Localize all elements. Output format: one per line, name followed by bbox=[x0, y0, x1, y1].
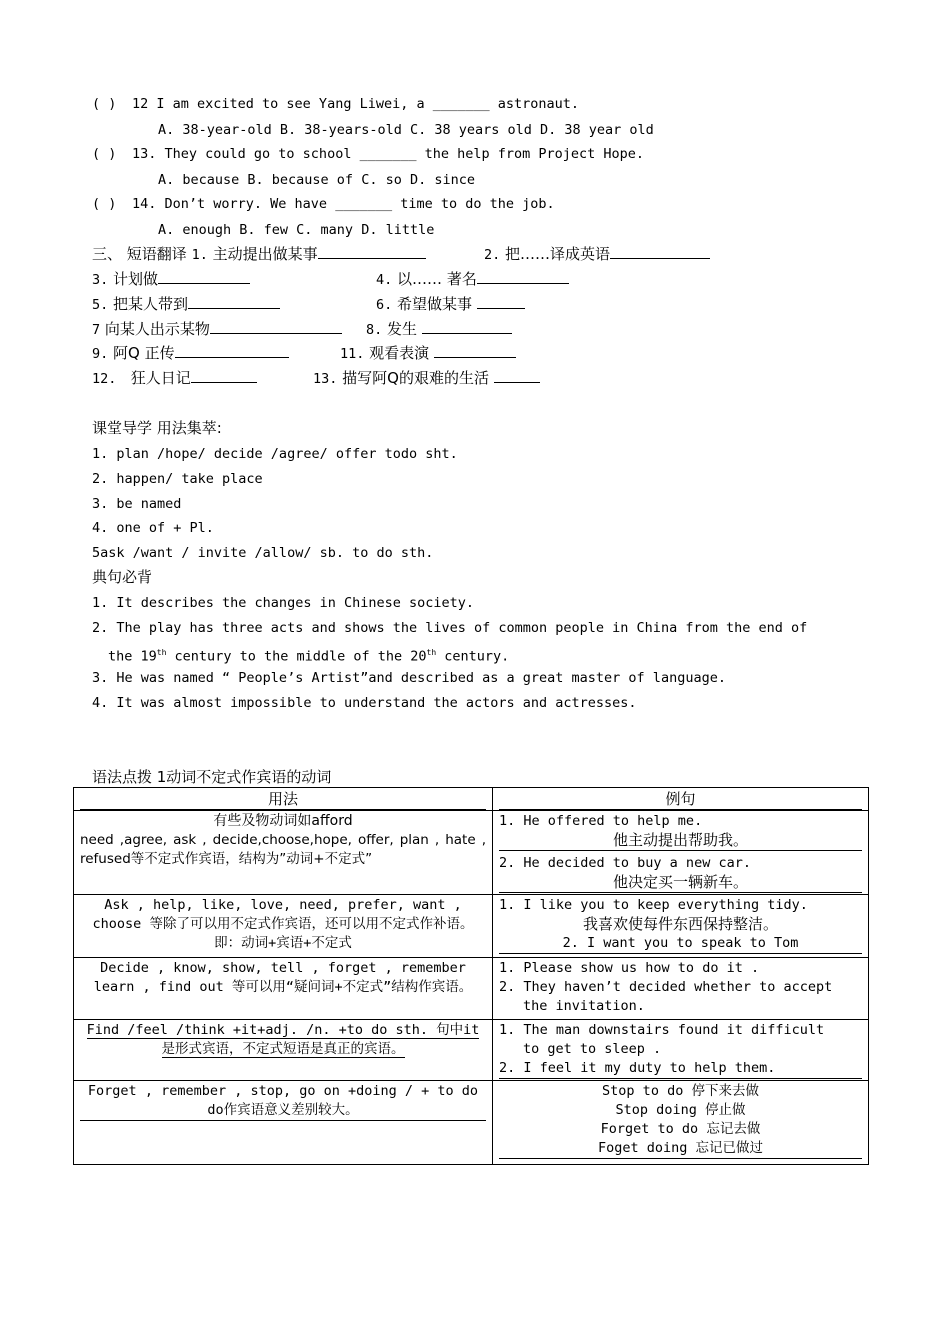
usage-text: Forget , remember , stop, go on +doing / + to do do作宾语意义差别较大。 bbox=[80, 1082, 486, 1121]
phrase-text: 把某人带到 bbox=[113, 295, 189, 313]
column-header-example bbox=[493, 788, 869, 811]
example-cell bbox=[493, 958, 869, 1020]
usage-item-3: 3. be named bbox=[92, 496, 182, 512]
item-number: 7 bbox=[92, 322, 101, 338]
example-zh: 他主动提出帮助我。 bbox=[499, 831, 862, 851]
example-cell bbox=[493, 1081, 869, 1165]
usage-item-4: 4. one of + Pl. bbox=[92, 520, 214, 536]
translation-item-11 bbox=[340, 343, 516, 364]
item-number: 11. bbox=[340, 346, 365, 362]
phrase-text: 观看表演 bbox=[369, 344, 430, 362]
item-number: 2. bbox=[484, 247, 501, 263]
item-number: 13. bbox=[313, 371, 338, 387]
translation-item-6 bbox=[376, 294, 525, 315]
example-cell bbox=[493, 1020, 869, 1081]
sentence-3: 3. He was named “ People’s Artist”and described as a great master of language. bbox=[92, 670, 726, 686]
header-text: 例句 bbox=[499, 788, 862, 810]
sentence-2-continued bbox=[108, 643, 509, 667]
example-zh: 我喜欢使每件东西保持整洁。 bbox=[582, 915, 778, 933]
question-text: 12 I am excited to see Yang Liwei, a _______ astronaut. bbox=[132, 96, 580, 112]
question-14-options: A. enough B. few C. many D. little bbox=[158, 222, 435, 238]
column-header-usage bbox=[74, 788, 493, 811]
translation-heading: 三、 短语翻译 bbox=[92, 245, 187, 263]
usage-text: Find /feel /think +it+adj. /n. +to do sth. 句中it是形式宾语，不定式短语是真正的宾语。 bbox=[86, 1022, 480, 1057]
answer-paren: ( ) bbox=[92, 196, 117, 212]
item-number: 5. bbox=[92, 297, 109, 313]
translation-item-13 bbox=[313, 368, 540, 389]
usage-text: Decide , know, show, tell , forget , remember learn , find out 等可以用“疑问词+不定式”结构作宾语。 bbox=[93, 960, 473, 995]
question-13 bbox=[92, 144, 644, 164]
example-en: Foget doing 忘记已做过 bbox=[499, 1139, 862, 1159]
phrase-text: 主动提出做某事 bbox=[212, 245, 318, 263]
sentence-2: 2. The play has three acts and shows the lives of common people in China from the end of bbox=[92, 620, 808, 636]
translation-item-7 bbox=[92, 319, 342, 340]
item-number: 3. bbox=[92, 272, 109, 288]
question-12 bbox=[92, 94, 579, 114]
header-text: 用法 bbox=[80, 788, 486, 810]
translation-item-4 bbox=[376, 269, 569, 290]
usage-cell bbox=[74, 1081, 493, 1165]
superscript: th bbox=[426, 648, 437, 657]
answer-blank[interactable] bbox=[477, 294, 525, 309]
question-13-options: A. because B. because of C. so D. since bbox=[158, 172, 475, 188]
phrase-text: 计划做 bbox=[113, 270, 159, 288]
sentences-heading: 典句必背 bbox=[92, 568, 153, 586]
phrase-text: 希望做某事 bbox=[397, 295, 473, 313]
superscript: th bbox=[156, 648, 167, 657]
example-en: 2. He decided to buy a new car. bbox=[499, 855, 751, 871]
answer-blank[interactable] bbox=[158, 269, 250, 284]
example-en: 1. He offered to help me. bbox=[499, 813, 703, 829]
translation-item-8 bbox=[366, 319, 512, 340]
example-cell bbox=[493, 811, 869, 895]
answer-blank[interactable] bbox=[422, 319, 512, 334]
table-row bbox=[74, 1020, 869, 1081]
example-zh: 他决定买一辆新车。 bbox=[499, 873, 862, 893]
phrase-text: 向某人出示某物 bbox=[104, 320, 210, 338]
translation-item-12 bbox=[92, 368, 257, 389]
table-row bbox=[74, 958, 869, 1020]
example-en: 2. I feel it my duty to help them. bbox=[499, 1059, 862, 1079]
translation-row-1 bbox=[92, 244, 426, 265]
usage-cell bbox=[74, 895, 493, 958]
usage-item-2: 2. happen/ take place bbox=[92, 471, 263, 487]
table-row bbox=[74, 895, 869, 958]
translation-item-9 bbox=[92, 343, 289, 364]
phrase-text: 狂人日记 bbox=[130, 369, 191, 387]
translation-item-2 bbox=[484, 244, 710, 265]
example-en: to get to sleep . bbox=[523, 1041, 662, 1057]
item-number: 8. bbox=[366, 322, 383, 338]
item-number: 1. bbox=[191, 247, 208, 263]
sentence-1: 1. It describes the changes in Chinese society. bbox=[92, 595, 475, 611]
answer-blank[interactable] bbox=[188, 294, 280, 309]
item-number: 12. bbox=[92, 371, 117, 387]
table-header-row bbox=[74, 788, 869, 811]
example-en: the invitation. bbox=[523, 998, 645, 1014]
usage-item-5: 5ask /want / invite /allow/ sb. to do sth. bbox=[92, 545, 434, 561]
example-cell bbox=[493, 895, 869, 958]
table-row bbox=[74, 1081, 869, 1165]
example-en: Forget to do 忘记去做 bbox=[600, 1121, 761, 1137]
text: the 19 bbox=[108, 648, 157, 665]
table-row bbox=[74, 811, 869, 895]
question-12-options: A. 38-year-old B. 38-years-old C. 38 years old D. 38 year old bbox=[158, 122, 654, 138]
answer-blank[interactable] bbox=[318, 244, 426, 259]
question-14 bbox=[92, 194, 555, 214]
example-en: Stop doing 停止做 bbox=[615, 1102, 746, 1118]
phrase-text: 阿Q 正传 bbox=[113, 344, 175, 362]
phrase-text: 把……译成英语 bbox=[505, 245, 611, 263]
phrase-text: 以…… 著名 bbox=[397, 270, 477, 288]
usage-text: need ,agree, ask , decide,choose,hope, offer, plan , hate , refused等不定式作宾语，结构为”动词+不定式” bbox=[80, 832, 486, 867]
sentence-4: 4. It was almost impossible to understand the actors and actresses. bbox=[92, 695, 637, 711]
answer-blank[interactable] bbox=[191, 368, 257, 383]
phrase-text: 描写阿Q的艰难的生活 bbox=[342, 369, 489, 387]
answer-paren: ( ) bbox=[92, 146, 117, 162]
translation-item-5 bbox=[92, 294, 280, 315]
answer-blank[interactable] bbox=[210, 319, 342, 334]
example-en: 1. The man downstairs found it difficult bbox=[499, 1022, 825, 1038]
translation-item-3 bbox=[92, 269, 250, 290]
example-en: 1. Please show us how to do it . bbox=[499, 960, 760, 976]
usage-heading: 课堂导学 用法集萃: bbox=[92, 419, 222, 437]
answer-paren: ( ) bbox=[92, 96, 117, 112]
answer-blank[interactable] bbox=[610, 244, 710, 259]
usage-cell bbox=[74, 811, 493, 895]
item-number: 6. bbox=[376, 297, 393, 313]
grammar-table bbox=[73, 787, 869, 1165]
usage-text: Ask , help, like, love, need, prefer, want , choose 等除了可以用不定式作宾语，还可以用不定式作补语。即：动词+宾语+不定式 bbox=[92, 897, 474, 951]
answer-blank[interactable] bbox=[175, 343, 289, 358]
usage-text: 有些及物动词如afford bbox=[213, 813, 353, 829]
text: century to the middle of the 20 bbox=[166, 648, 427, 665]
usage-cell bbox=[74, 958, 493, 1020]
answer-blank[interactable] bbox=[477, 269, 569, 284]
grammar-heading: 语法点拨 1动词不定式作宾语的动词 bbox=[92, 768, 332, 786]
example-en: 2. I want you to speak to Tom bbox=[499, 934, 862, 954]
text: century. bbox=[436, 648, 510, 665]
usage-cell bbox=[74, 1020, 493, 1081]
answer-blank[interactable] bbox=[434, 343, 516, 358]
answer-blank[interactable] bbox=[494, 368, 540, 383]
item-number: 4. bbox=[376, 272, 393, 288]
example-en: Stop to do 停下来去做 bbox=[602, 1083, 759, 1099]
usage-item-1: 1. plan /hope/ decide /agree/ offer todo sht. bbox=[92, 446, 458, 462]
example-en: 1. I like you to keep everything tidy. bbox=[499, 897, 808, 913]
question-text: 14. Don’t worry. We have _______ time to do the job. bbox=[132, 196, 555, 212]
item-number: 9. bbox=[92, 346, 109, 362]
example-en: 2. They haven’t decided whether to accept bbox=[499, 979, 833, 995]
question-text: 13. They could go to school _______ the help from Project Hope. bbox=[132, 146, 645, 162]
phrase-text: 发生 bbox=[387, 320, 418, 338]
